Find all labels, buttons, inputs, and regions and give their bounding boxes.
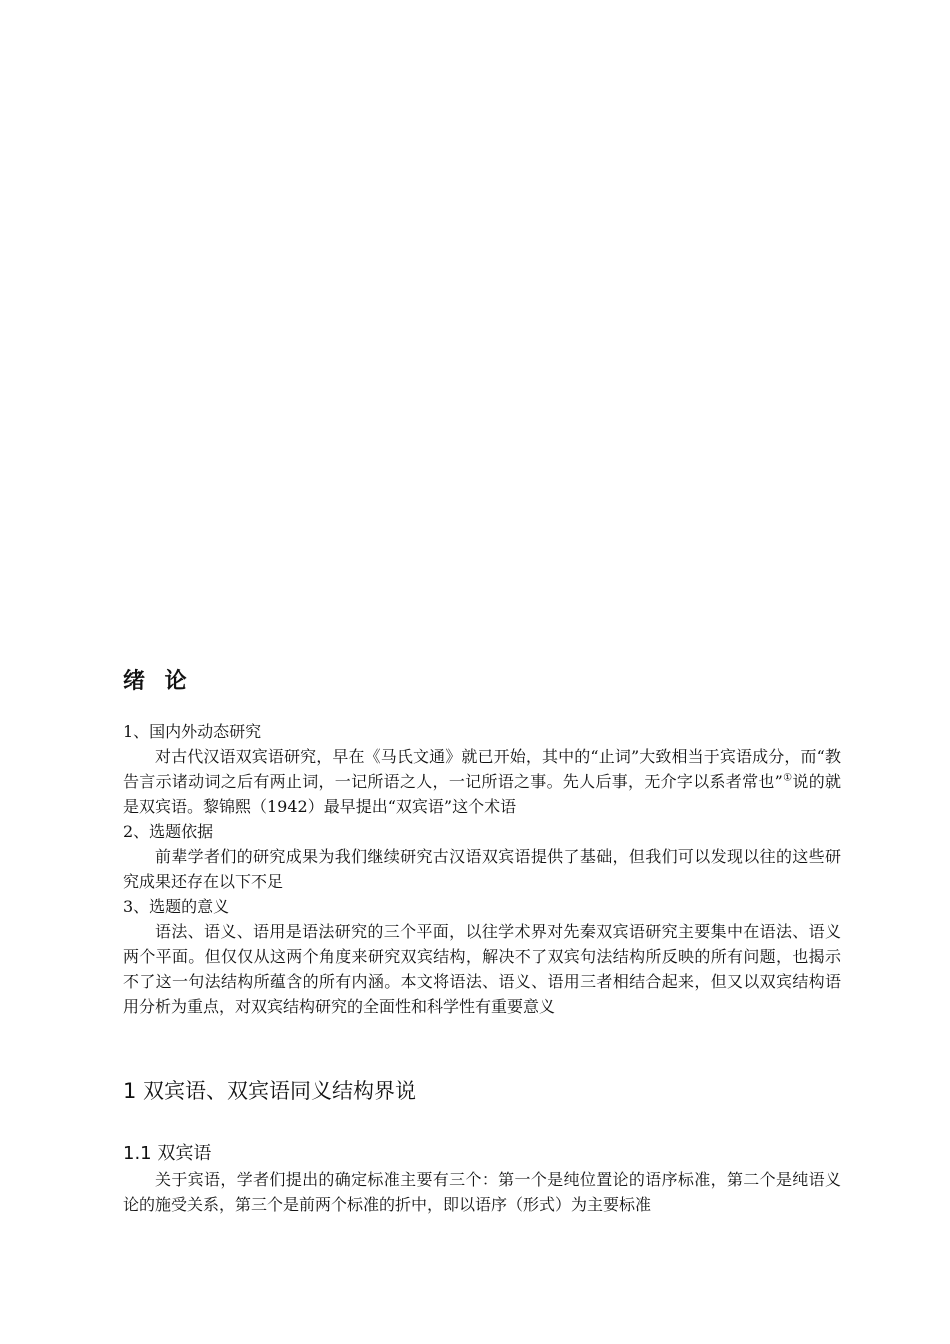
document-page: [123, 0, 841, 1344]
section-1-text: 对古代汉语双宾语研究，早在《马氏文通》就已开始，其中的“止词”大致相当于宾语成分，而“教告言示诸动词之后有两止词，一记所语之人，一记所语之事。先人后事，无介字以系者常也”: [123, 747, 841, 791]
intro-content: [123, 719, 841, 1019]
chapter-1-title: 1 双宾语、双宾语同义结构界说: [123, 1079, 417, 1103]
chapter-1-content: [123, 1167, 841, 1217]
section-1-paragraph: [123, 744, 841, 819]
section-1-1-title: 1.1 双宾语: [123, 1143, 212, 1164]
section-3-title: 3、选题的意义: [123, 897, 230, 916]
section-2-title: 2、选题依据: [123, 822, 214, 841]
section-2-paragraph: 前辈学者们的研究成果为我们继续研究古汉语双宾语提供了基础，但我们可以发现以往的这些研究成果还存在以下不足: [123, 847, 841, 891]
section-3-paragraph: 语法、语义、语用是语法研究的三个平面，以往学术界对先秦双宾语研究主要集中在语法、语义两个平面。但仅仅从这两个角度来研究双宾结构，解决不了双宾句法结构所反映的所有问题，也揭示不了这一句法结构所蕴含的所有内涵。本文将语法、语义、语用三者相结合起来，但又以双宾结构语用分析为重点，对双宾结构研究的全面性和科学性有重要意义: [123, 922, 841, 1016]
intro-title: 绪 论: [123, 669, 193, 694]
footnote-marker: ①: [782, 772, 793, 784]
section-1-title: 1、国内外动态研究: [123, 722, 262, 741]
section-1-1-paragraph: 关于宾语，学者们提出的确定标准主要有三个：第一个是纯位置论的语序标准，第二个是纯语义论的施受关系，第三个是前两个标准的折中，即以语序（形式）为主要标准: [123, 1170, 841, 1214]
section-1-text-cont: 说的就是双宾语。黎锦熙（1942）最早提出“双宾语”这个术语: [123, 772, 841, 816]
